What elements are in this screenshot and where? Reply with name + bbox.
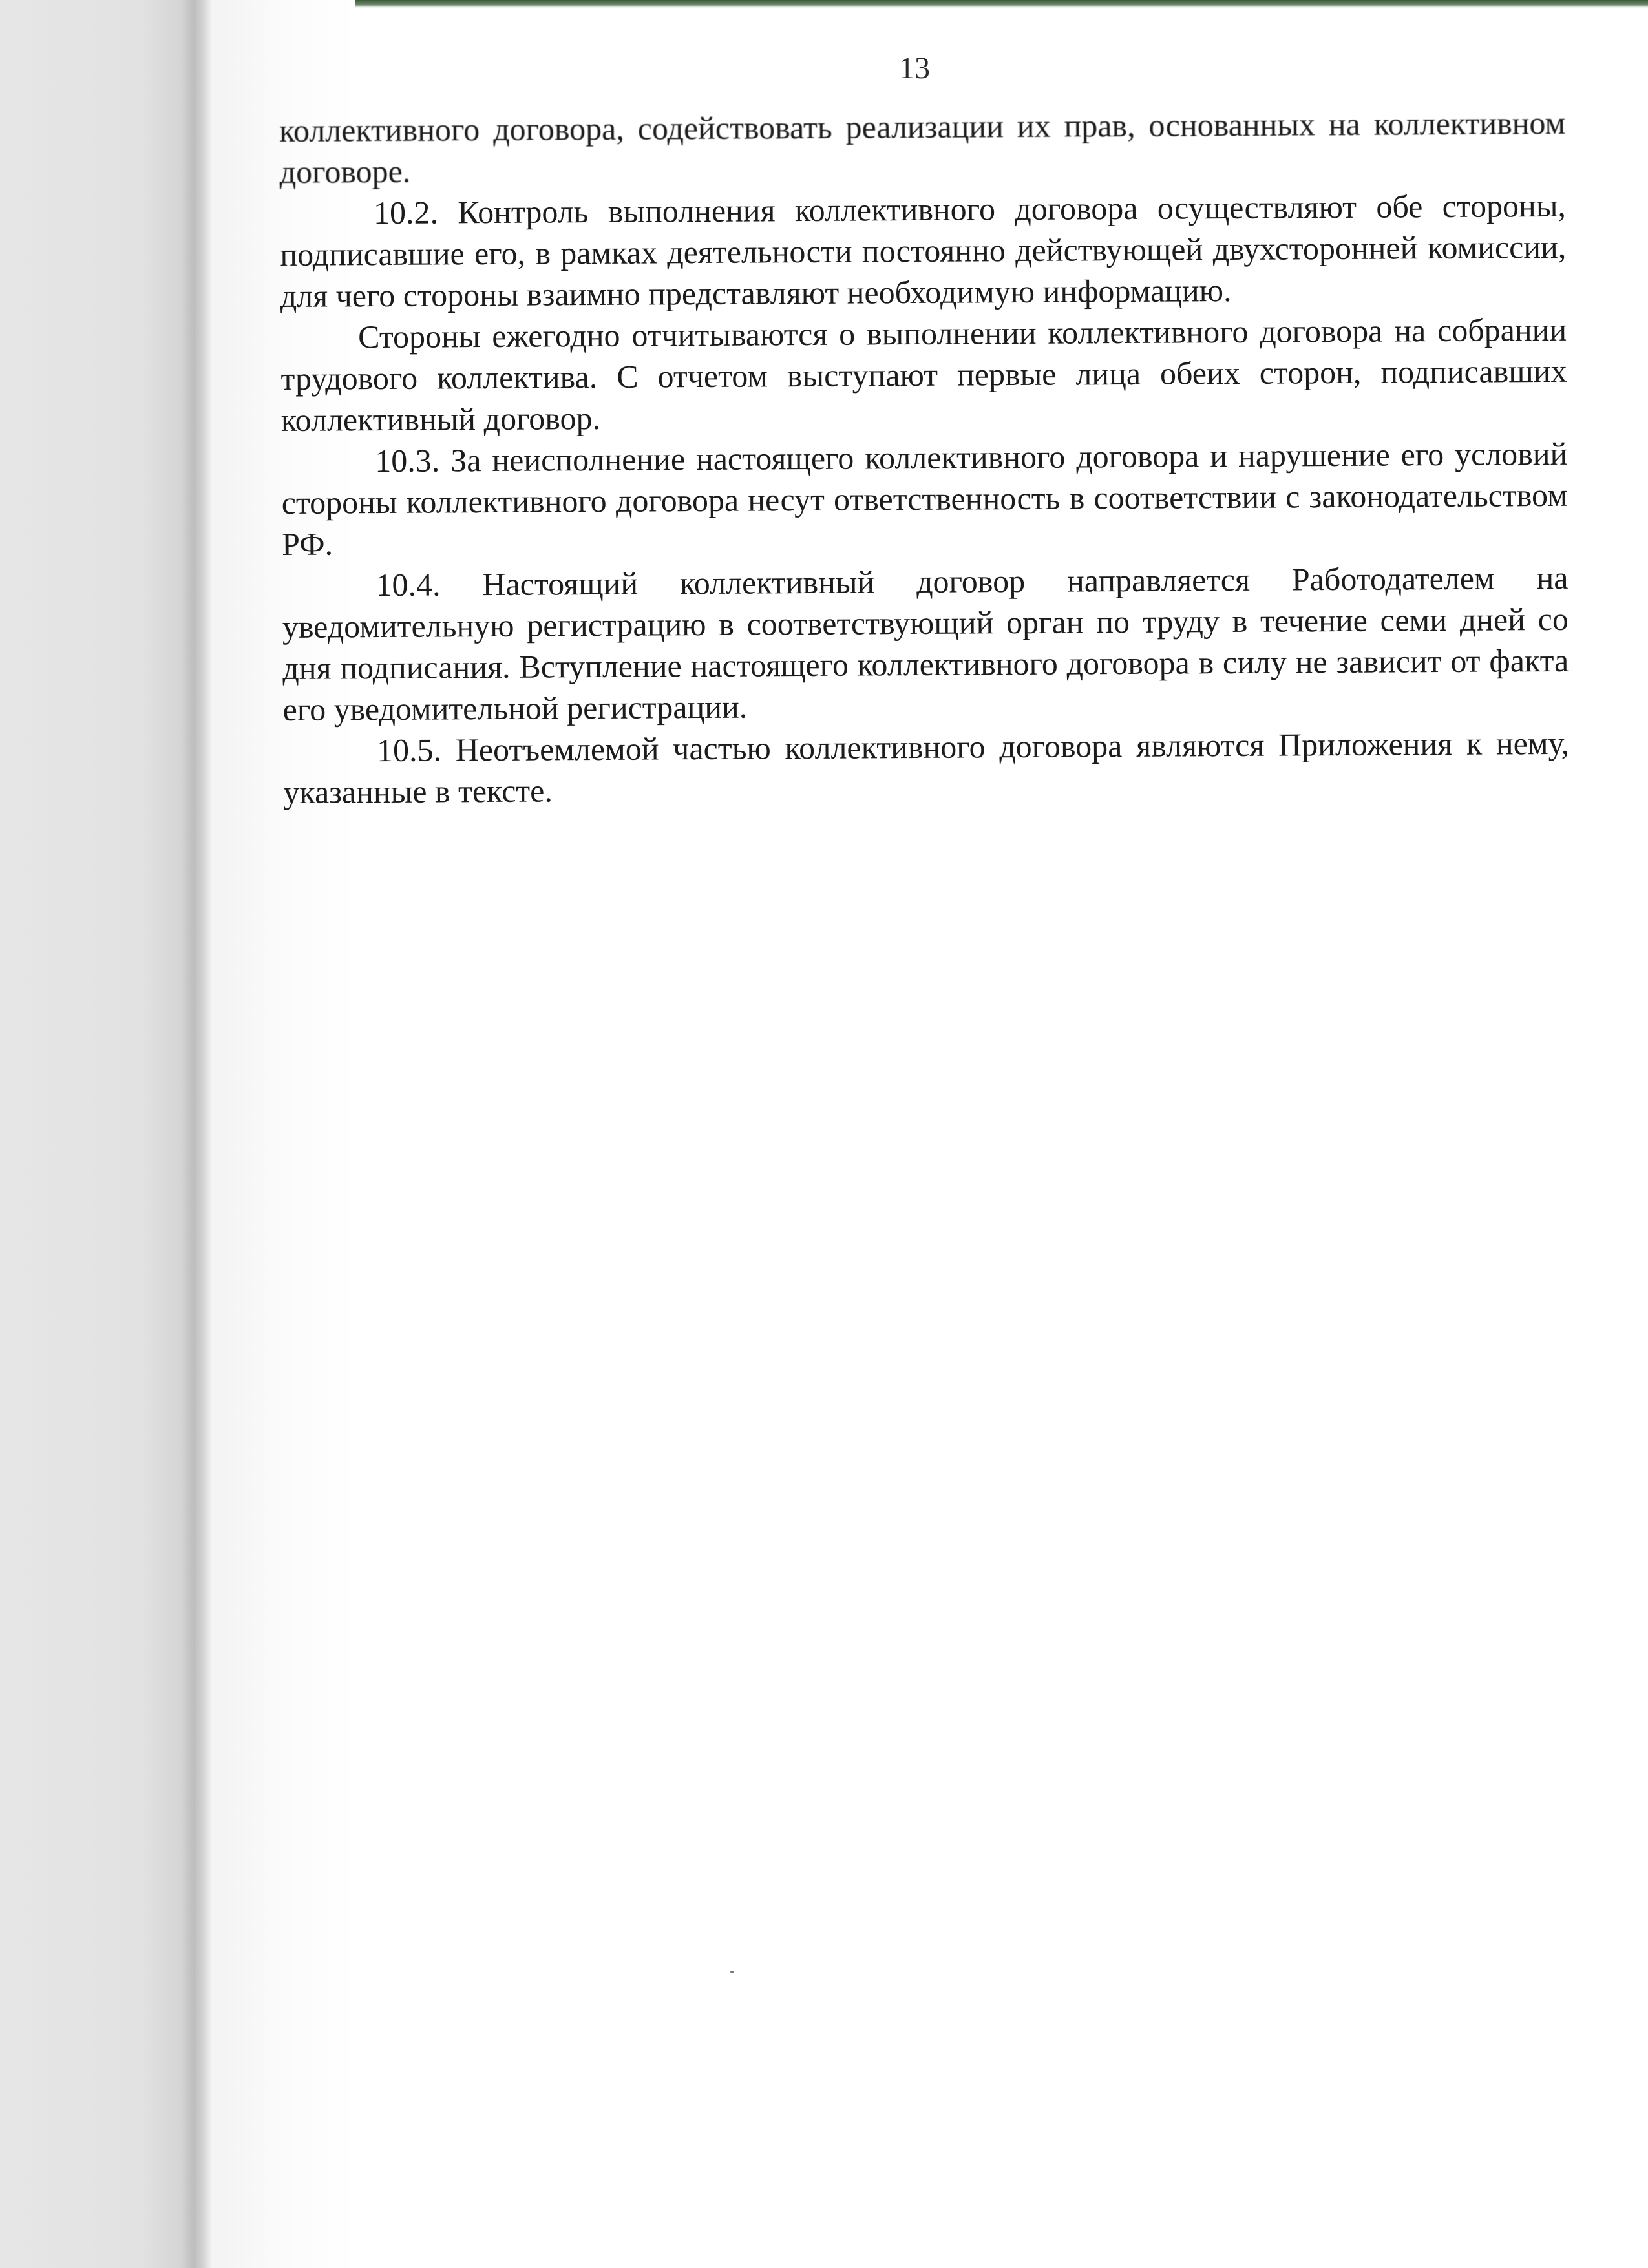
binding-shadow	[0, 0, 213, 2268]
paragraph-clause-10-2: 10.2. Контроль выполнения коллективного договора осуществляют обе стороны, подписавшие его, в рамках деятельности постоянно действующей двухсторонней комиссии, для чего стороны взаимно представляют необходимую информацию.	[280, 187, 1567, 314]
paragraph-clause-10-3: 10.3. За неисполнение настоящего коллективного договора и нарушение его условий стороны коллективного договора несут ответственность в соответствии с законодательством РФ.	[281, 435, 1568, 562]
page-number: 13	[899, 51, 930, 85]
scan-speck	[730, 1971, 734, 1973]
document-body	[279, 102, 1570, 813]
paragraph-annual-report: Стороны ежегодно отчитываются о выполнении коллективного договора на собрании трудового коллектива. С отчетом выступают первые лица обеих сторон, подписавших коллективный договор.	[280, 311, 1567, 438]
paragraph-clause-10-4: 10.4. Настоящий коллективный договор направляется Работодателем на уведомительную регистрацию в соответствующий орган по труду в течение семи дней со дня подписания. Вступление настоящего коллективного договора в силу не зависит от факта его уведомительной регистрации.	[282, 559, 1569, 728]
paragraph-clause-10-5: 10.5. Неотъемлемой частью коллективного договора являются Приложения к нему, указанные в тексте.	[283, 724, 1570, 810]
paragraph-continuation: коллективного договора, содействовать реализации их прав, основанных на коллективном договоре.	[279, 104, 1566, 190]
